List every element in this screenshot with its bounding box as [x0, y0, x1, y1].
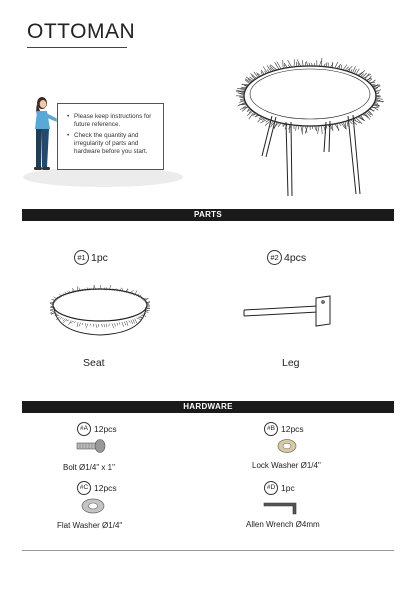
- allen-wrench-icon: [262, 498, 304, 518]
- hardware-quantity: 12pcs: [94, 483, 117, 493]
- part-name-seat: Seat: [83, 357, 105, 369]
- hardware-quantity: 12pcs: [94, 424, 117, 434]
- title-underline: [27, 47, 127, 48]
- hardware-label-bolt: [77, 422, 117, 436]
- hardware-name-allen-wrench: Allen Wrench Ø4mm: [246, 520, 320, 529]
- part-quantity: 1pc: [91, 251, 108, 264]
- hardware-name-bolt: Bolt Ø1/4" x 1": [63, 463, 115, 472]
- hardware-quantity: 12pcs: [281, 424, 304, 434]
- part-quantity: 4pcs: [284, 251, 307, 264]
- hardware-label-lock-washer: [264, 422, 304, 436]
- hardware-name-flat-washer: Flat Washer Ø1/4": [57, 521, 123, 530]
- hardware-letter-badge: #D: [264, 481, 278, 495]
- hardware-letter-badge: #A: [77, 422, 91, 436]
- ottoman-illustration: [236, 56, 386, 202]
- person-reading-icon: [26, 96, 60, 176]
- bolt-icon: [76, 438, 108, 454]
- hardware-letter-badge: #B: [264, 422, 278, 436]
- part-name-leg: Leg: [282, 357, 300, 369]
- part-number-badge: #2: [267, 250, 282, 265]
- instruction-notice: [57, 103, 164, 170]
- notice-item: • Please keep instructions for future reference.: [67, 113, 159, 129]
- hardware-name-lock-washer: Lock Washer Ø1/4": [252, 461, 321, 470]
- flat-washer-icon: [80, 497, 106, 515]
- hardware-label-flat-washer: [77, 481, 117, 495]
- part-number-badge: #1: [74, 250, 89, 265]
- hardware-quantity: 1pc: [281, 483, 295, 493]
- leg-illustration: [240, 294, 335, 330]
- footer-divider: [22, 550, 394, 551]
- hardware-section-header: HARDWARE: [22, 401, 394, 413]
- hardware-letter-badge: #C: [77, 481, 91, 495]
- page-title: OTTOMAN: [27, 20, 136, 43]
- lock-washer-icon: [276, 438, 298, 454]
- notice-item: • Check the quantity and irregularity of parts and hardware before you start.: [67, 132, 159, 156]
- part-label-leg: [267, 250, 306, 265]
- hardware-label-allen-wrench: [264, 481, 295, 495]
- parts-section-header: PARTS: [22, 209, 394, 221]
- seat-illustration: [50, 285, 150, 343]
- part-label-seat: [74, 250, 108, 265]
